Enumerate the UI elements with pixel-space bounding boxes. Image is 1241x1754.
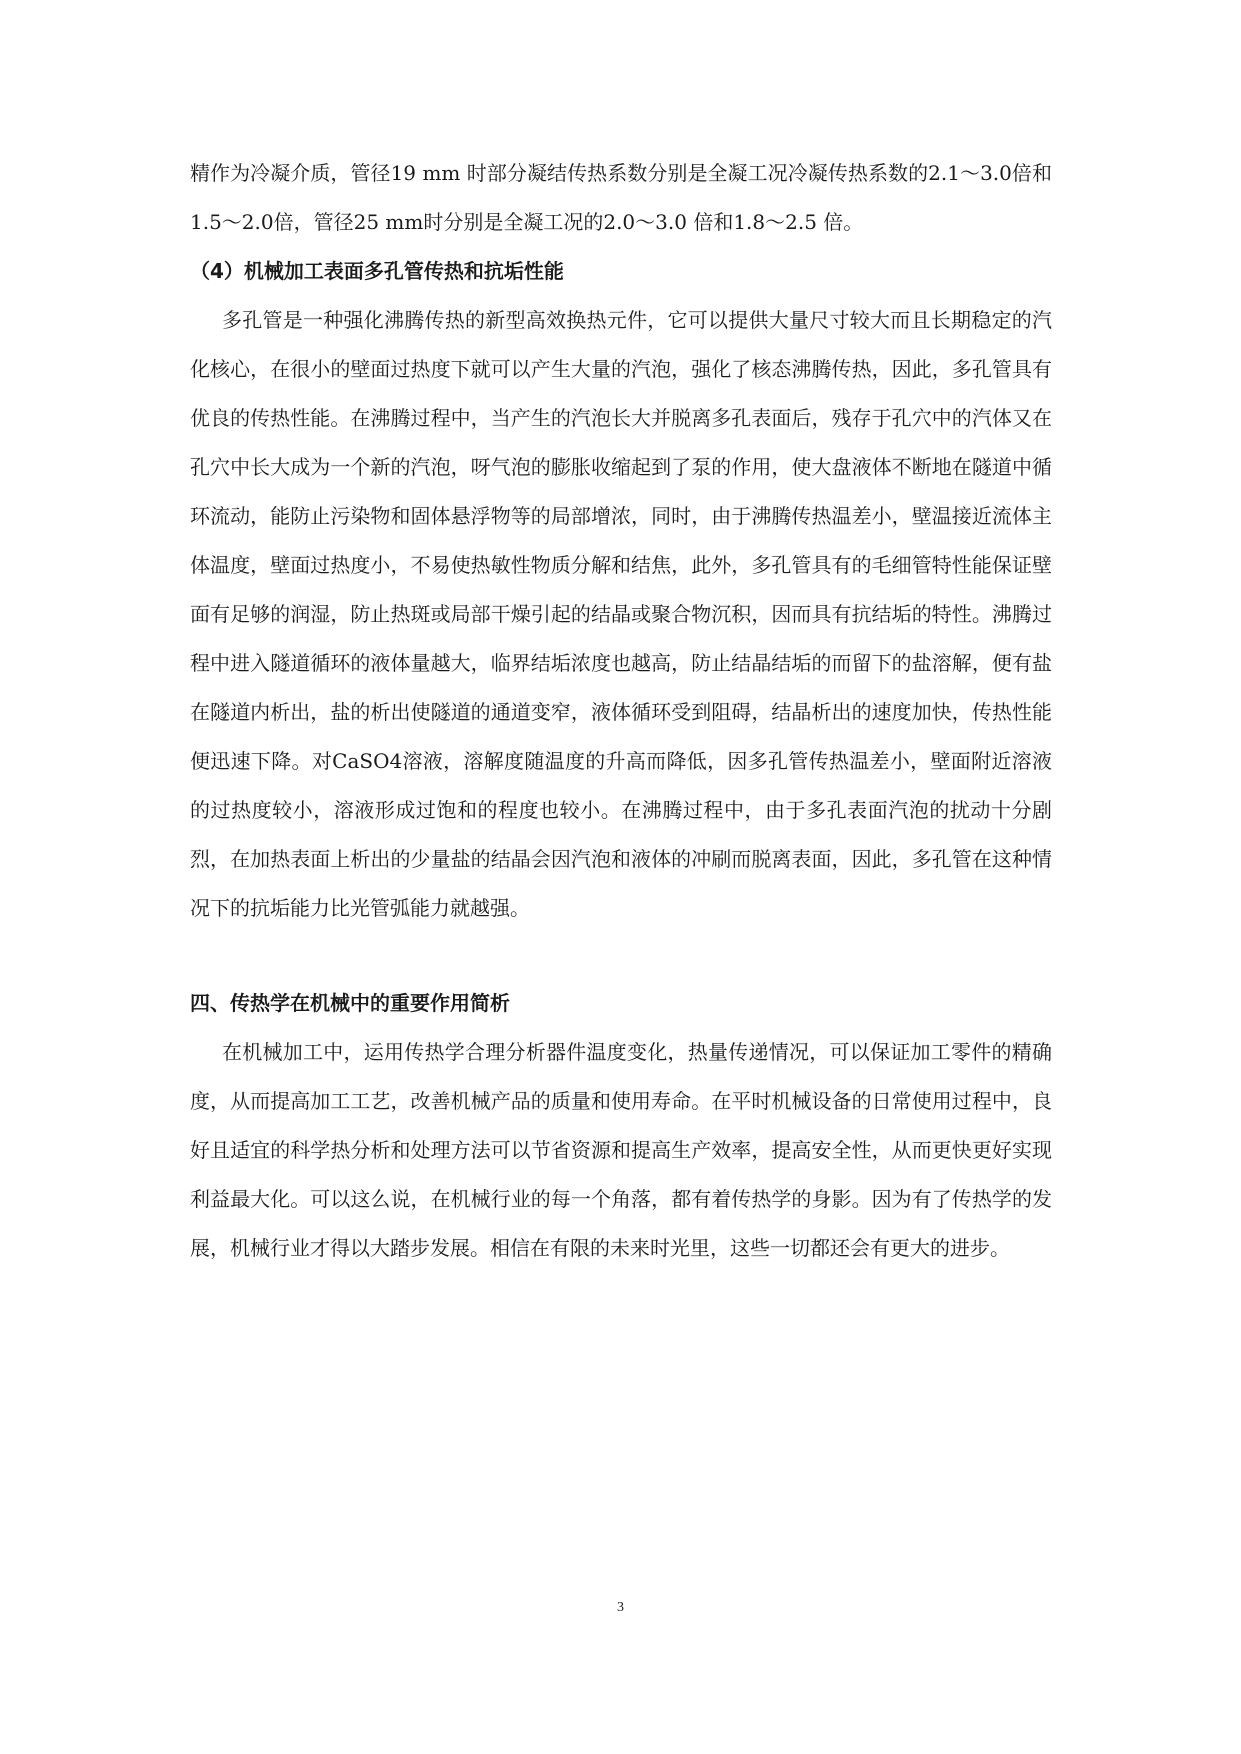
paragraph-conclusion: 在机械加工中，运用传热学合理分析器件温度变化，热量传递情况，可以保证加工零件的精确度，从而提高加工工艺，改善机械产品的质量和使用寿命。在平时机械设备的日常使用过程中，良好且适宜的科学热分析和处理方法可以节省资源和提高生产效率，提高安全性，从而更快更好实现利益最大化。可以这么说，在机械行业的每一个角落，都有着传热学的身影。因为有了传热学的发展，机械行业才得以大踏步发展。相信在有限的未来时光里，这些一切都还会有更大的进步。 (190, 1040, 1052, 1260)
paragraph-porous-tube: 多孔管是一种强化沸腾传热的新型高效换热元件，它可以提供大量尺寸较大而且长期稳定的汽化核心，在很小的壁面过热度下就可以产生大量的汽泡，强化了核态沸腾传热，因此，多孔管具有优良的传热性能。在沸腾过程中，当产生的汽泡长大并脱离多孔表面后，残存于孔穴中的汽体又在孔穴中长大成为一个新的汽泡，呀气泡的膨胀收缩起到了泵的作用，使大盘液体不断地在隧道中循环流动，能防止污染物和固体悬浮物等的局部增浓，同时，由于沸腾传热温差小，壁温接近流体主体温度，壁面过热度小，不易使热敏性物质分解和结焦，此外，多孔管具有的毛细管特性能保证壁面有足够的润湿，防止热斑或局部干燥引起的结晶或聚合物沉积，因而具有抗结垢的特性。沸腾过程中进入隧道循环的液体量越大，临界结垢浓度也越高，防止结晶结垢的而留下的盐溶解，便有盐在隧道内析出，盐的析出使隧道的通道变窄，液体循环受到阻碍，结晶析出的速度加快，传热性能便迅速下降。对CaSO4溶液，溶解度随温度的升高而降低，因多孔管传热温差小，壁面附近溶液的过热度较小，溶液形成过饱和的程度也较小。在沸腾过程中，由于多孔表面汽泡的扰动十分剧烈，在加热表面上析出的少量盐的结晶会因汽泡和液体的冲刷而脱离表面，因此，多孔管在这种情况下的抗垢能力比光管弧能力就越强。 (190, 308, 1052, 920)
paragraph-continued: 精作为冷凝介质，管径19 mm 时部分凝结传热系数分别是全凝工况冷凝传热系数的2.1～3.0倍和1.5～2.0倍，管径25 mm时分别是全凝工况的2.0～3.0 倍和1.8～2.5 倍。 (190, 161, 1052, 234)
section-heading-importance: 四、传热学在机械中的重要作用简析 (190, 991, 510, 1015)
subheading-porous-tube: （4）机械加工表面多孔管传热和抗垢性能 (190, 259, 564, 283)
page-number: 3 (617, 1600, 624, 1615)
